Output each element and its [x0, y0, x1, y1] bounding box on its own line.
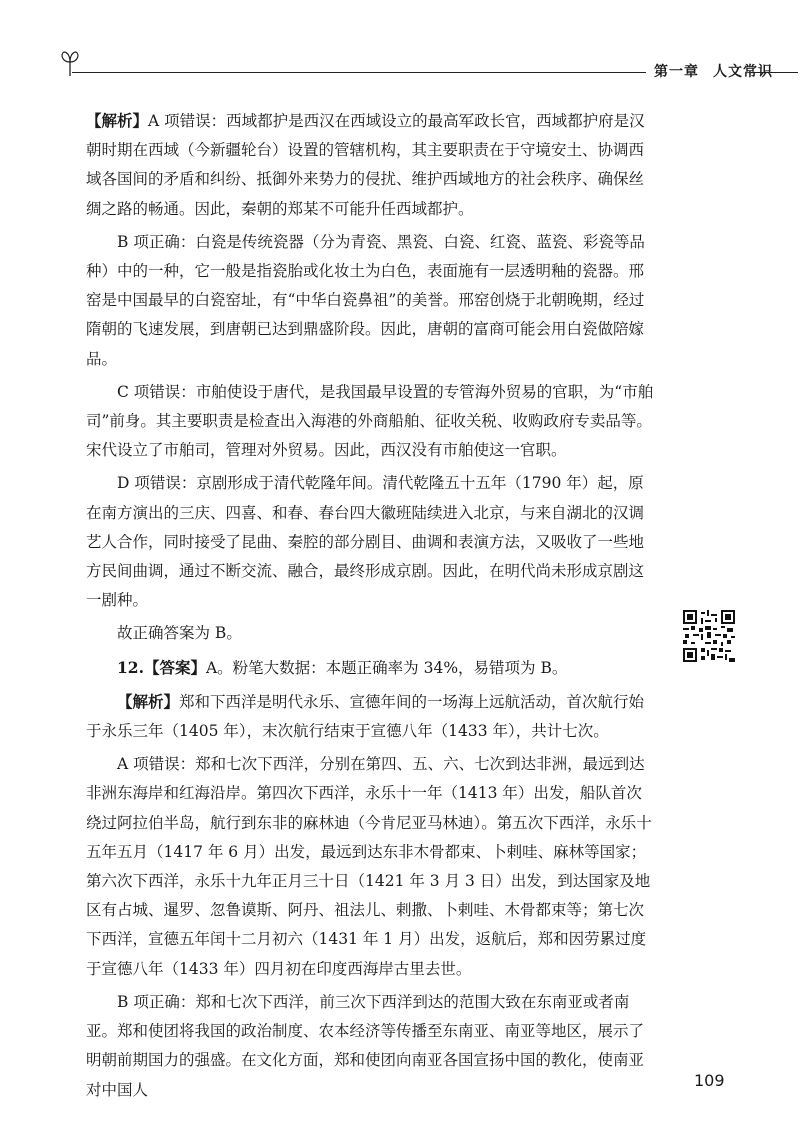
chapter-topic: 人文常识 [713, 64, 773, 80]
paragraph [86, 378, 656, 466]
paragraph [86, 469, 656, 615]
paragraph [86, 619, 656, 648]
header-divider-left [72, 72, 646, 73]
answer-label: 12.【答案】 [117, 657, 206, 677]
paragraph [86, 750, 656, 984]
page-header [58, 48, 798, 80]
paragraph [86, 988, 656, 1105]
paragraph [86, 228, 656, 374]
paragraph-label: 【解析】 [117, 691, 180, 711]
paragraph-text: C 项错误：市舶使设于唐代，是我国最早设置的专管海外贸易的官职，为“市舶司”前身。其主要职责是检查出入海港的外商船舶、征收关税、收购政府专卖品等。宋代设立了市舶司，管理对外贸易。因此，西汉没有市舶使这一官职。 [86, 382, 654, 460]
chapter-title [654, 61, 773, 81]
paragraph [86, 653, 656, 683]
leaf-sprout-icon [58, 48, 82, 78]
paragraph-text: A。粉笔大数据：本题正确率为 34%，易错项为 B。 [205, 658, 568, 677]
paragraph-text: 郑和下西洋是明代永乐、宣德年间的一场海上远航活动，首次航行始于永乐三年（1405 年），末次航行结束于宣德八年（1433 年），共计七次。 [86, 692, 645, 741]
page-body [86, 106, 656, 1109]
paragraph [86, 687, 656, 746]
paragraph [86, 106, 656, 224]
paragraph-label: 【解析】 [86, 111, 149, 130]
header-divider-right [751, 72, 798, 73]
paragraph-text: B 项正确：白瓷是传统瓷器（分为青瓷、黑瓷、白瓷、红瓷、蓝瓷、彩瓷等品种）中的一种，它一般是指瓷胎或化妆土为白色，表面施有一层透明釉的瓷器。邢窑是中国最早的白瓷窑址，有“中华白瓷鼻祖”的美誉。邢窑创烧于北朝晚期，经过隋朝的飞速发展，到唐朝已达到鼎盛阶段。因此，唐朝的富商可能会用白瓷做陪嫁品。 [86, 232, 645, 368]
paragraph-text: A 项错误：西域都护是西汉在西域设立的最高军政长官，西域都护府是汉朝时期在西域（今新疆轮台）设置的管辖机构，其主要职责在于守境安土、协调西域各国间的矛盾和纠纷、抵御外来势力的侵扰、维护西域地方的社会秩序、确保丝绸之路的畅通。因此，秦朝的郑某不可能升任西域都护。 [86, 112, 645, 218]
chapter-number: 第一章 [654, 64, 699, 80]
page-number: 109 [694, 1071, 725, 1090]
paragraph-text: 故正确答案为 B。 [117, 624, 242, 643]
paragraph-text: B 项正确：郑和七次下西洋，前三次下西洋到达的范围大致在东南亚或者南亚。郑和使团将我国的政治制度、农本经济等传播至东南亚、南亚等地区，展示了明朝前期国力的强盛。在文化方面，郑和使团向南亚各国宣扬中国的教化，使南亚对中国人 [86, 992, 645, 1099]
paragraph-text: D 项错误：京剧形成于清代乾隆年间。清代乾隆五十五年（1790 年）起，原在南方演出的三庆、四喜、和春、春台四大徽班陆续进入北京，与来自湖北的汉调艺人合作，同时接受了昆曲、秦腔的部分剧目、曲调和表演方法，又吸收了一些地方民间曲调，通过不断交流、融合，最终形成京剧。因此，在明代尚未形成京剧这一剧种。 [86, 474, 645, 610]
paragraph-text: A 项错误：郑和七次下西洋，分别在第四、五、六、七次到达非洲，最远到达非洲东海岸和红海沿岸。第四次下西洋，永乐十一年（1413 年）出发，船队首次绕过阿拉伯半岛，航行到东非的麻林迪（今肯尼亚马林迪）。第五次下西洋，永乐十五年五月（1417 年 6 月）出发，最远到达东非木骨都束、卜剌哇、麻林等国家；第六次下西洋，永乐十九年正月三十日（1421 年 3 月 3 日）出发，到达国家及地区有占城、暹罗、忽鲁谟斯、阿丹、祖法儿、剌撒、卜剌哇、木骨都束等；第七次下西洋，宣德五年闰十二月初六（1431 年 1 月）出发，返航后，郑和因劳累过度于宣德八年（1433 年）四月初在印度西海岸古里去世。 [86, 755, 652, 978]
qr-code-icon[interactable] [683, 610, 735, 662]
